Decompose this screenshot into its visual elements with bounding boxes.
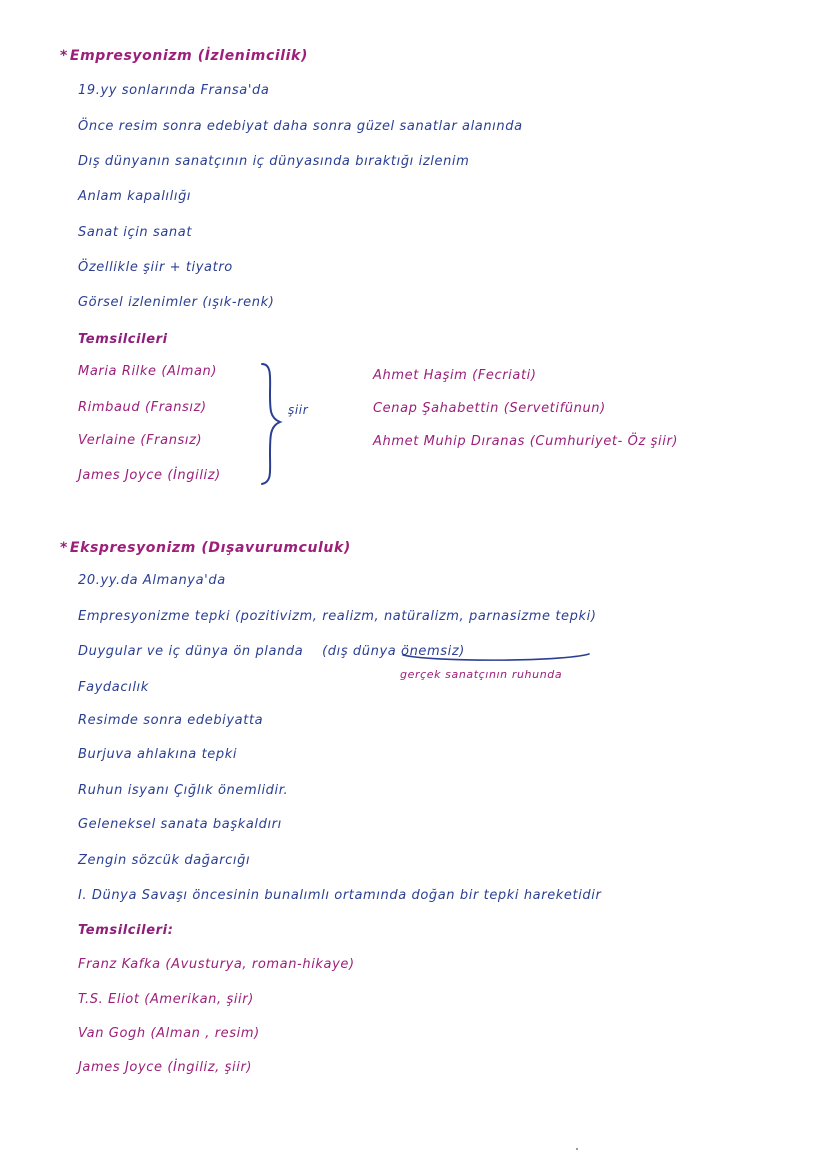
s2-representatives-label: Temsilcileri: bbox=[78, 923, 174, 938]
s2-line-7: Geleneksel sanata başkaldırı bbox=[78, 817, 282, 832]
s2-line-8: Zengin sözcük dağarcığı bbox=[78, 853, 251, 868]
s1-right-rep-3: Ahmet Muhip Dıranas (Cumhuriyet- Öz şiir) bbox=[373, 434, 679, 449]
stray-dot bbox=[576, 1148, 578, 1150]
brace-label: şiir bbox=[288, 403, 309, 417]
s2-rep-2: T.S. Eliot (Amerikan, şiir) bbox=[78, 992, 254, 1007]
s2-line-5: Burjuva ahlakına tepki bbox=[78, 747, 238, 762]
s1-line-4: Anlam kapalılığı bbox=[78, 189, 192, 204]
section1-title-text: Empresyonizm (İzlenimcilik) bbox=[69, 48, 308, 64]
s1-right-rep-1: Ahmet Haşim (Fecriati) bbox=[373, 368, 537, 383]
star-icon: * bbox=[60, 48, 68, 64]
section2-title-text: Ekspresyonizm (Dışavurumculuk) bbox=[69, 540, 351, 556]
s1-right-rep-2: Cenap Şahabettin (Servetifünun) bbox=[373, 401, 606, 416]
section1-title bbox=[60, 46, 308, 66]
s2-feeling-paren: (dış dünya önemsiz) bbox=[322, 644, 465, 659]
section2-title bbox=[60, 538, 351, 558]
s2-line-3: Faydacılık bbox=[78, 680, 149, 695]
s2-feeling-text: Duygular ve iç dünya ön planda bbox=[78, 644, 304, 659]
s2-line-6: Ruhun isyanı Çığlık önemlidir. bbox=[78, 783, 289, 798]
s1-line-3: Dış dünyanın sanatçının iç dünyasında bıraktığı izlenim bbox=[78, 154, 470, 169]
s1-line-5: Sanat için sanat bbox=[78, 225, 193, 240]
underline-icon bbox=[401, 651, 591, 665]
s2-line-1: 20.yy.da Almanya'da bbox=[78, 573, 226, 588]
s1-line-1: 19.yy sonlarında Fransa'da bbox=[78, 83, 270, 98]
curly-brace-icon bbox=[258, 360, 286, 488]
s2-feeling-note: gerçek sanatçının ruhunda bbox=[400, 668, 563, 681]
s1-line-6: Özellikle şiir + tiyatro bbox=[78, 260, 233, 275]
s1-left-rep-2: Rimbaud (Fransız) bbox=[78, 400, 207, 415]
s2-line-4: Resimde sonra edebiyatta bbox=[78, 713, 264, 728]
s2-line-9: I. Dünya Savaşı öncesinin bunalımlı ortamında doğan bir tepki hareketidir bbox=[78, 888, 602, 903]
s2-line-2: Empresyonizme tepki (pozitivizm, realizm, natüralizm, parnasizme tepki) bbox=[78, 609, 597, 624]
s2-rep-4: James Joyce (İngiliz, şiir) bbox=[78, 1060, 253, 1075]
s1-left-rep-1: Maria Rilke (Alman) bbox=[78, 364, 218, 379]
s1-line-7: Görsel izlenimler (ışık-renk) bbox=[78, 295, 275, 310]
s2-rep-1: Franz Kafka (Avusturya, roman-hikaye) bbox=[78, 957, 355, 972]
s1-left-rep-3: Verlaine (Fransız) bbox=[78, 433, 203, 448]
s1-left-rep-4: James Joyce (İngiliz) bbox=[78, 468, 221, 483]
s1-line-2: Önce resim sonra edebiyat daha sonra güzel sanatlar alanında bbox=[78, 119, 523, 134]
s1-representatives-label: Temsilcileri bbox=[78, 332, 168, 347]
s2-rep-3: Van Gogh (Alman , resim) bbox=[78, 1026, 260, 1041]
star-icon: * bbox=[60, 540, 68, 556]
